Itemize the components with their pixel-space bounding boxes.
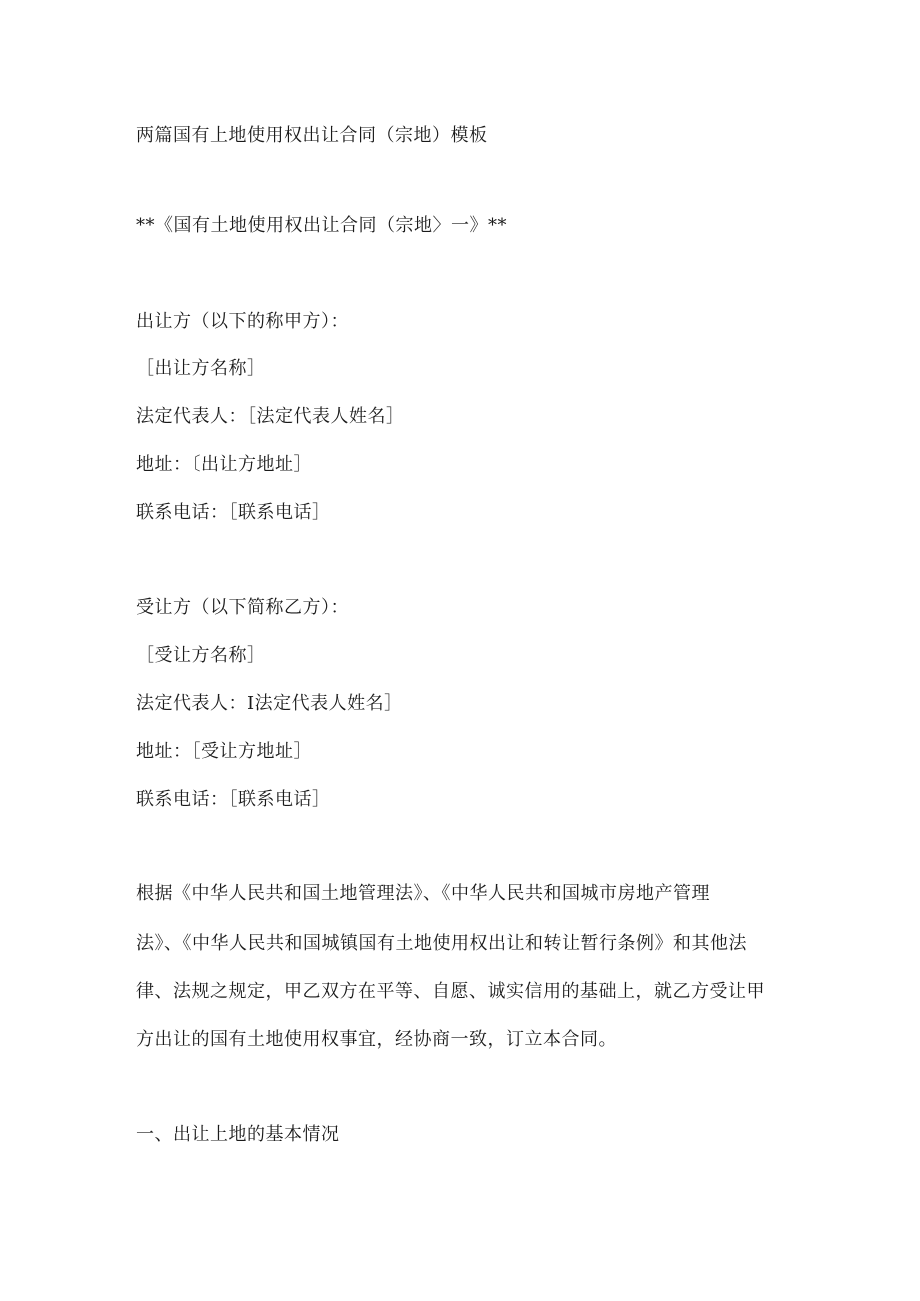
preamble-line: 法》、《中华人民共和国城镇国有土地使用权出让和转让暂行条例》和其他法: [136, 933, 747, 954]
preamble-line: 律、法规之规定，甲乙双方在平等、自愿、诚实信用的基础上，就乙方受让甲: [136, 981, 765, 1002]
grantee-heading: 受让方（以下简称乙方）：: [136, 597, 349, 618]
grantee-phone: 联系电话：［联系电话］: [136, 789, 331, 810]
document-title: 两篇国有上地使用权出让合同（宗地）模板: [136, 125, 488, 146]
grantee-address: 地址：［受让方地址］: [136, 741, 312, 762]
grantor-legal-rep: 法定代表人：［法定代表人姓名］: [136, 406, 405, 427]
preamble-line: 方出让的国有土地使用权事宜，经协商一致，订立本合同。: [136, 1029, 617, 1050]
section-heading: 一、出让上地的基本情况: [136, 1124, 340, 1145]
grantor-phone: 联系电话：［联系电话］: [136, 502, 331, 523]
grantor-address: 地址：〔出让方地址］: [136, 454, 312, 475]
preamble-line: 根据《中华人民共和国土地管理法》、《中华人民共和国城市房地产管理: [136, 883, 710, 904]
contract-heading: **《国有土地使用权出让合同（宗地〉一》**: [136, 215, 507, 236]
grantor-heading: 出让方（以下的称甲方）：: [136, 311, 349, 332]
grantee-name: ［受让方名称］: [136, 645, 266, 666]
grantee-legal-rep: 法定代表人：I法定代表人姓名］: [136, 693, 403, 714]
grantor-name: ［出让方名称］: [136, 358, 266, 379]
